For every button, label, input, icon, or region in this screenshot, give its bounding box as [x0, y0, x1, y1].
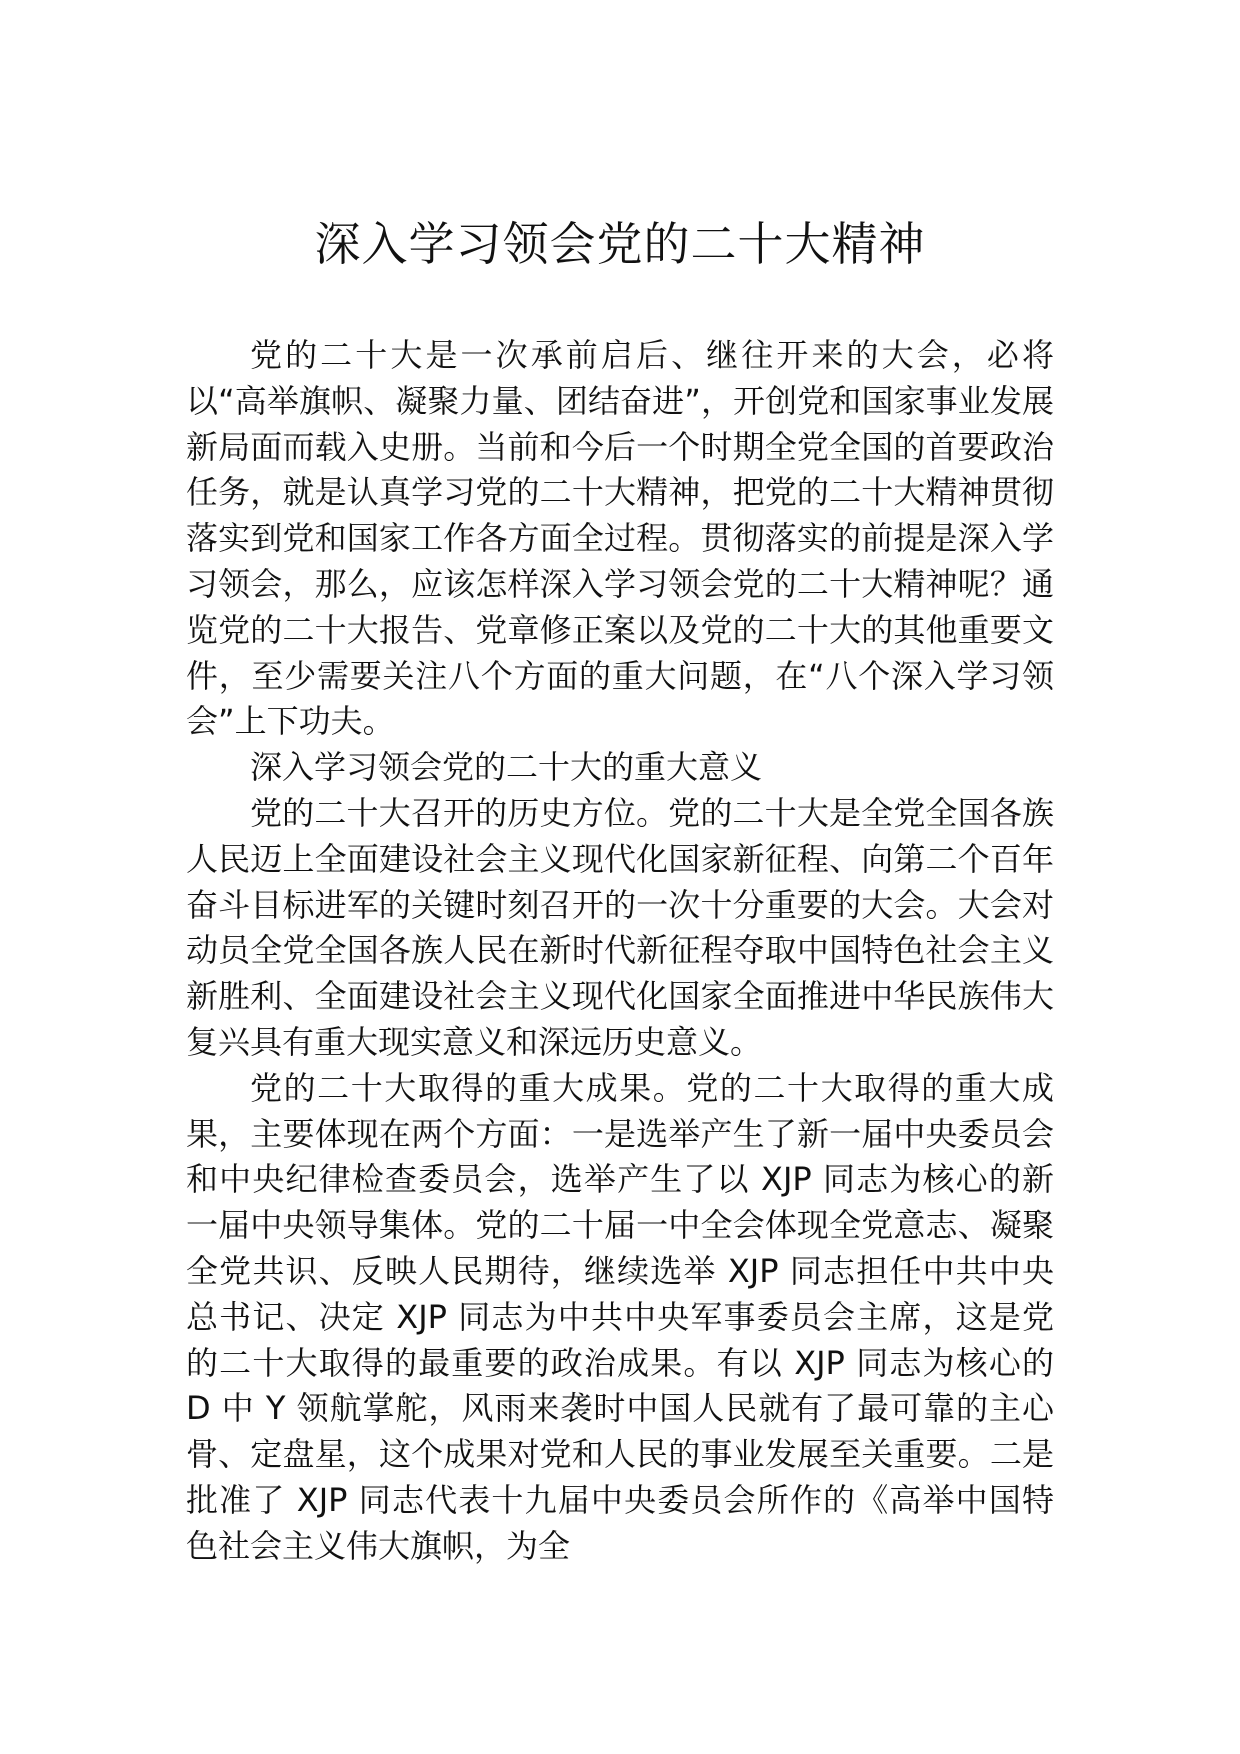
- document-body: [186, 333, 1054, 1570]
- paragraph-historical-position: 党的二十大召开的历史方位。党的二十大是全党全国各族人民迈上全面建设社会主义现代化国家新征程、向第二个百年奋斗目标进军的关键时刻召开的一次十分重要的大会。大会对动员全党全国各族人民在新时代新征程夺取中国特色社会主义新胜利、全面建设社会主义现代化国家全面推进中华民族伟大复兴具有重大现实意义和深远历史意义。: [186, 793, 1054, 1061]
- paragraph-major-achievements: 党的二十大取得的重大成果。党的二十大取得的重大成果，主要体现在两个方面：一是选举产生了新一届中央委员会和中央纪律检查委员会，选举产生了以 XJP 同志为核心的新一届中央领导集体。党的二十届一中全会体现全党意志、凝聚全党共识、反映人民期待，继续选举 XJP 同志担任中共中央总书记、决定 XJP 同志为中共中央军事委员会主席，这是党的二十大取得的最重要的政治成果。有以 XJP 同志为核心的 D 中 Y 领航掌舵，风雨来袭时中国人民就有了最可靠的主心骨、定盘星，这个成果对党和人民的事业发展至关重要。二是批准了 XJP 同志代表十九届中央委员会所作的《高举中国特色社会主义伟大旗帜，为全: [186, 1068, 1054, 1565]
- section-heading: 深入学习领会党的二十大的重大意义: [250, 748, 763, 787]
- document-title: 深入学习领会党的二十大精神: [314, 217, 926, 271]
- paragraph-intro: 党的二十大是一次承前启后、继往开来的大会，必将以“高举旗帜、凝聚力量、团结奋进”，开创党和国家事业发展新局面而载入史册。当前和今后一个时期全党全国的首要政治任务，就是认真学习党的二十大精神，把党的二十大精神贯彻落实到党和国家工作各方面全过程。贯彻落实的前提是深入学习领会，那么，应该怎样深入学习领会党的二十大精神呢？通览党的二十大报告、党章修正案以及党的二十大的其他重要文件，至少需要关注八个方面的重大问题，在“八个深入学习领会”上下功夫。: [186, 336, 1054, 741]
